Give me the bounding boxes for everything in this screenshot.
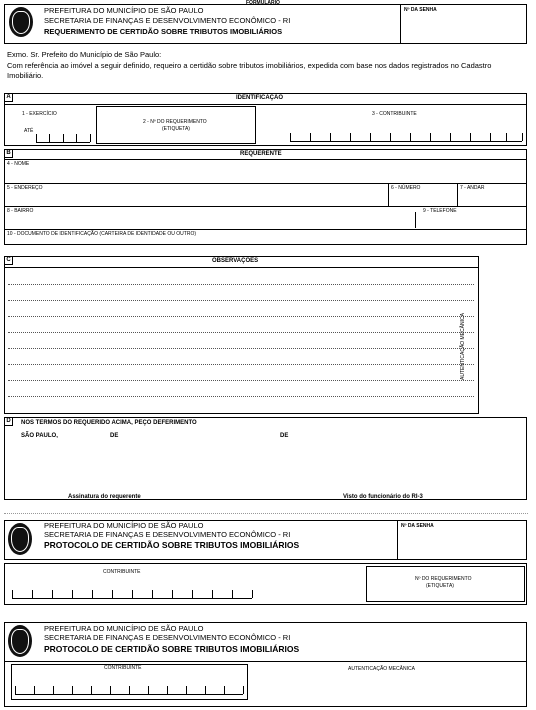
nome-label: 4 - NOME [7, 161, 30, 167]
form1-org1: PREFEITURA DO MUNICÍPIO DE SÃO PAULO [44, 6, 204, 15]
city-label: SÃO PAULO, [21, 433, 58, 439]
form1-senha-field[interactable] [404, 14, 524, 40]
endereco-label: 5 - ENDEREÇO [7, 185, 43, 191]
exercicio-label: 1 - EXERCÍCIO [22, 111, 57, 117]
month-field[interactable] [124, 432, 274, 441]
documento-field[interactable] [7, 236, 525, 244]
form2-org2: SECRETARIA DE FINANÇAS E DESENVOLVIMENTO ECONÔMICO - RI [44, 530, 291, 539]
exercicio-field[interactable] [36, 130, 90, 143]
form3-org1: PREFEITURA DO MUNICÍPIO DE SÃO PAULO [44, 624, 204, 633]
de-label-2: DE [280, 433, 289, 439]
signature-funcionario-field[interactable] [320, 470, 470, 492]
section-d-letter: D [4, 417, 13, 426]
form2-contribuinte-label: CONTRIBUINTE [103, 569, 141, 575]
municipal-seal-icon [9, 7, 33, 37]
section-b-title: REQUERENTE [240, 151, 282, 157]
form1-number-label: Nº DA SENHA [404, 7, 437, 13]
section-c-title: OBSERVAÇÕES [212, 258, 259, 264]
requerimento-etiqueta-field[interactable] [96, 106, 256, 144]
form1-title: REQUERIMENTO DE CERTIDÃO SOBRE TRIBUTOS IMOBILIÁRIOS [44, 27, 283, 36]
form1-request-text: Com referência ao imóvel a seguir definido, requeiro a certidão sobre tributos imobiliários, expedida com base nos dados registrados no Cadastro Imobiliário. [7, 61, 492, 80]
year-field[interactable] [294, 432, 354, 441]
nome-field[interactable] [7, 166, 525, 181]
requerimento-label: 2 - Nº DO REQUERIMENTO [143, 119, 207, 125]
form2-org1: PREFEITURA DO MUNICÍPIO DE SÃO PAULO [44, 521, 204, 530]
municipal-seal-icon [8, 625, 32, 657]
form3-contribuinte-label: CONTRIBUINTE [104, 665, 142, 671]
autenticacao-mecanica-label: AUTENTICAÇÃO MECÂNICA [460, 313, 466, 380]
form3-autenticacao-field[interactable] [260, 674, 522, 702]
numero-field[interactable] [391, 190, 456, 204]
day-field[interactable] [66, 432, 106, 441]
numero-label: 6 - NÚMERO [391, 185, 421, 191]
signature-requerente-label: Assinatura do requerente [68, 494, 141, 500]
contribuinte-label: 3 - CONTRIBUINTE [372, 111, 417, 117]
form-top-label: FORMULÁRIO [246, 0, 280, 6]
form1-org2: SECRETARIA DE FINANÇAS E DESENVOLVIMENTO ECONÔMICO - RI [44, 16, 291, 25]
form3-contribuinte-field[interactable] [15, 682, 243, 695]
municipal-seal-icon [8, 523, 32, 555]
bairro-field[interactable] [7, 213, 407, 227]
de-label-1: DE [110, 433, 119, 439]
etiqueta-label: (ETIQUETA) [162, 126, 190, 132]
section-a-title: IDENTIFICAÇÃO [236, 95, 283, 101]
form2-contribuinte-field[interactable] [12, 586, 252, 599]
telefone-field[interactable] [420, 214, 524, 228]
form1-salutation: Exmo. Sr. Prefeito do Município de São Paulo: [7, 50, 162, 59]
form2-requerimento-label: Nº DO REQUERIMENTO [415, 576, 472, 582]
endereco-field[interactable] [7, 190, 387, 204]
andar-field[interactable] [460, 190, 524, 204]
form2-title: PROTOCOLO DE CERTIDÃO SOBRE TRIBUTOS IMOBILIÁRIOS [44, 540, 300, 550]
section-b-letter: B [4, 149, 13, 158]
telefone-label: 9 - TELEFONE [423, 208, 457, 214]
cut-line [4, 513, 528, 514]
form2-etiqueta-label: (ETIQUETA) [426, 583, 454, 589]
form3-title: PROTOCOLO DE CERTIDÃO SOBRE TRIBUTOS IMOBILIÁRIOS [44, 644, 300, 654]
section-d-title: NOS TERMOS DO REQUERIDO ACIMA, PEÇO DEFERIMENTO [21, 420, 197, 426]
form2-senha-field[interactable] [401, 530, 523, 558]
form3-org2: SECRETARIA DE FINANÇAS E DESENVOLVIMENTO ECONÔMICO - RI [44, 633, 291, 642]
form2-number-label: Nº DA SENHA [401, 523, 434, 529]
documento-label: 10 - DOCUMENTO DE IDENTIFICAÇÃO (CARTEIRA DE IDENTIDADE OU OUTRO) [7, 231, 196, 237]
ate-label: ATÉ [24, 128, 34, 134]
bairro-label: 8 - BAIRRO [7, 208, 34, 214]
form3-autenticacao-label: AUTENTICAÇÃO MECÂNICA [348, 666, 415, 672]
contribuinte-field[interactable] [290, 129, 522, 142]
andar-label: 7 - ANDAR [460, 185, 485, 191]
signature-funcionario-label: Visto do funcionário do RI-3 [343, 494, 423, 500]
observacoes-field[interactable] [8, 270, 476, 412]
section-a-letter: A [4, 93, 13, 102]
section-c-letter: C [4, 256, 13, 265]
signature-requerente-field[interactable] [40, 470, 210, 492]
